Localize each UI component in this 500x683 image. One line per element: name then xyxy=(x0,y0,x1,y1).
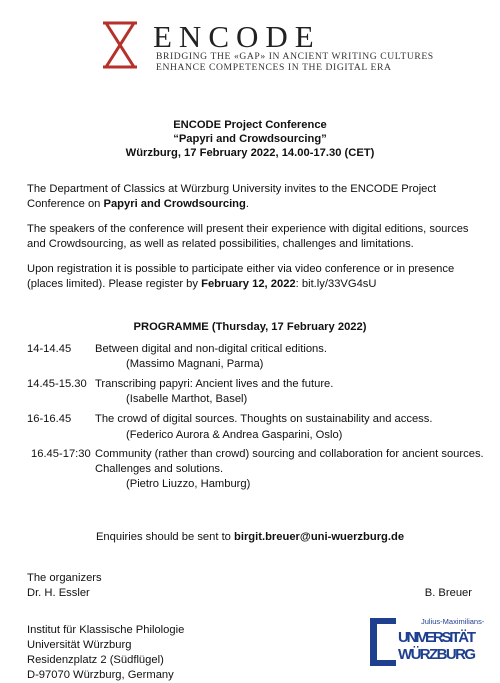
encode-hourglass-logo-icon xyxy=(100,20,140,70)
conference-subtitle: “Papyri and Crowdsourcing” xyxy=(173,133,327,145)
institute-name: Institut für Klassische Philologie xyxy=(27,624,185,636)
conference-title: ENCODE Project Conference xyxy=(173,119,327,131)
programme-speaker: (Pietro Liuzzo, Hamburg) xyxy=(126,478,251,490)
intro-end: . xyxy=(245,197,249,210)
programme-talk-title: Between digital and non-digital critical editions. xyxy=(95,343,327,355)
registration-link[interactable]: : bit.ly/33VG4sU xyxy=(295,277,377,290)
registration-paragraph xyxy=(27,262,477,291)
programme-time: 16.45-17:30 xyxy=(31,448,91,460)
organizer-name: B. Breuer xyxy=(424,587,472,599)
programme-time: 14.45-15.30 xyxy=(27,378,87,390)
city-address: D-97070 Würzburg, Germany xyxy=(27,669,174,681)
intro-topic: Papyri and Crowdsourcing xyxy=(103,197,246,210)
organizers-label: The organizers xyxy=(27,572,102,584)
programme-speaker: (Federico Aurora & Andrea Gasparini, Oslo) xyxy=(126,429,343,441)
svg-text:WÜRZBURG: WÜRZBURG xyxy=(398,646,476,663)
registration-deadline: February 12, 2022 xyxy=(201,277,296,290)
enquiries-line xyxy=(0,530,500,545)
university-name: Universität Würzburg xyxy=(27,639,132,651)
intro-paragraph xyxy=(27,182,477,211)
registration-text: Upon registration it is possible to participate either via video conference or in presence (places limited). Please register by xyxy=(27,263,455,290)
programme-heading: PROGRAMME (Thursday, 17 February 2022) xyxy=(133,321,367,333)
programme-talk-title: Community (rather than crowd) sourcing and collaboration for ancient sources. Challenges and solutions. xyxy=(95,448,484,475)
conference-date: Würzburg, 17 February 2022, 14.00-17.30 (CET) xyxy=(125,147,375,159)
organizer-name: Dr. H. Essler xyxy=(27,587,90,599)
logo-tagline-1: BRIDGING THE «GAP» IN ANCIENT WRITING CULTURES xyxy=(156,51,434,62)
programme-time: 16-16.45 xyxy=(27,413,72,425)
encode-logo-wordmark: ENCODE xyxy=(153,19,321,54)
speakers-paragraph: The speakers of the conference will present their experience with digital editions, sources and Crowdsourcing, as well as related possibilities, challenges and limitations. xyxy=(27,223,469,250)
svg-text:Julius-Maximilians-: Julius-Maximilians- xyxy=(421,617,485,626)
svg-text:UNIVERSITÄT: UNIVERSITÄT xyxy=(398,629,476,646)
enquiries-email-link[interactable]: birgit.breuer@uni-wuerzburg.de xyxy=(234,531,405,543)
programme-talk-title: The crowd of digital sources. Thoughts on sustainability and access. xyxy=(95,413,433,425)
programme-speaker: (Massimo Magnani, Parma) xyxy=(126,358,264,370)
intro-text: The Department of Classics at Würzburg University invites to the ENCODE Project Conference on xyxy=(27,183,437,210)
street-address: Residenzplatz 2 (Südflügel) xyxy=(27,654,164,666)
programme-time: 14-14.45 xyxy=(27,343,72,355)
enquiries-text: Enquiries should be sent to xyxy=(95,531,235,543)
programme-speaker: (Isabelle Marthot, Basel) xyxy=(126,393,248,405)
logo-tagline-2: ENHANCE COMPETENCES IN THE DIGITAL ERA xyxy=(156,62,392,73)
university-wuerzburg-logo-icon xyxy=(368,612,485,672)
programme-talk-title: Transcribing papyri: Ancient lives and the future. xyxy=(95,378,334,390)
